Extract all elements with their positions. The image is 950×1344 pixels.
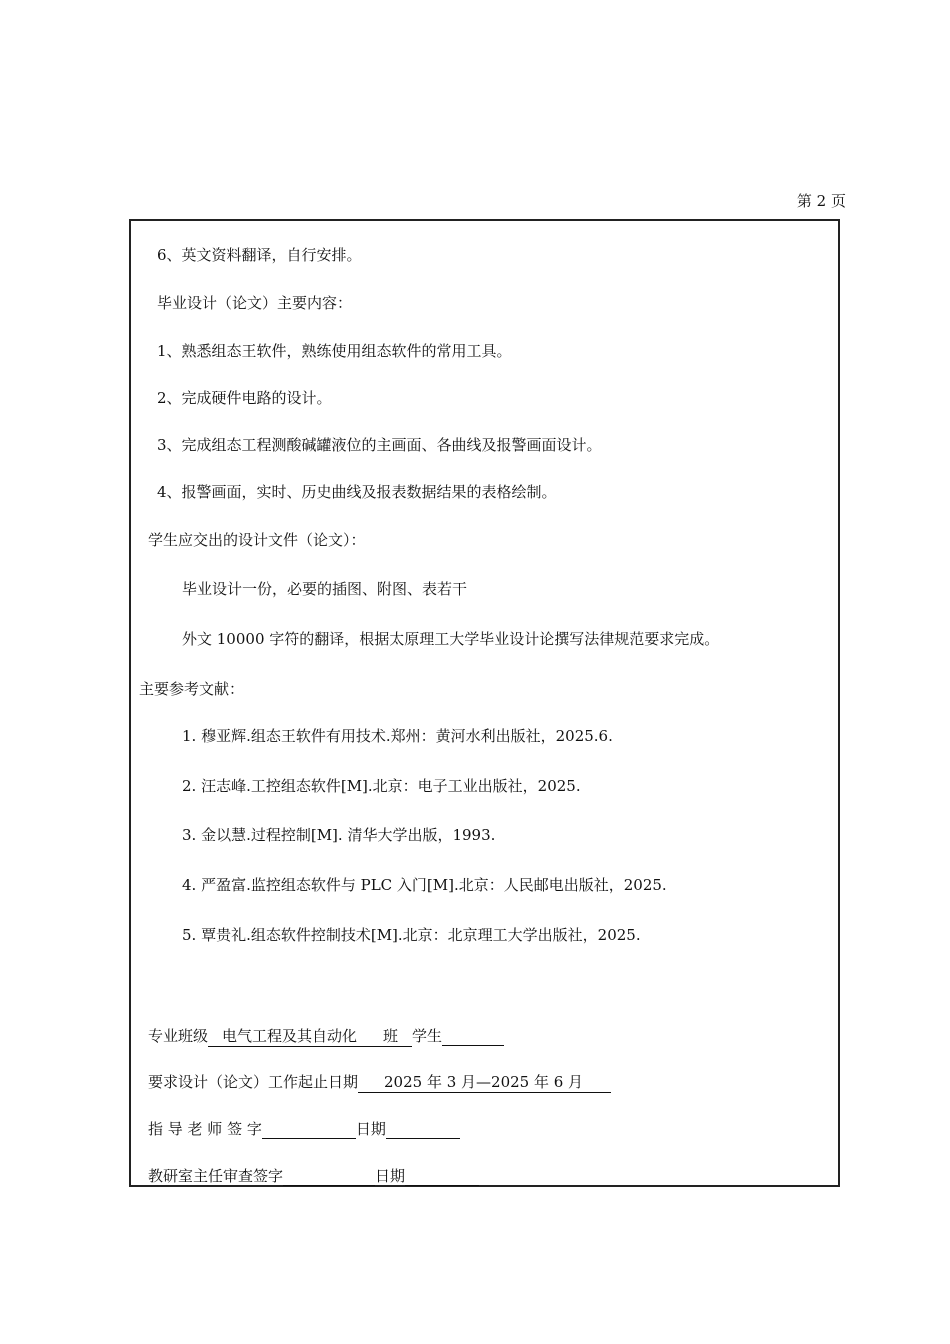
content-item-2: 2、完成硬件电路的设计。 [157, 389, 332, 407]
period-field [358, 1072, 611, 1093]
advisor-label: 指 导 老 师 签 字 [148, 1120, 262, 1138]
period-label: 要求设计（论文）工作起止日期 [148, 1073, 359, 1091]
item-translation: 6、英文资料翻译，自行安排。 [157, 246, 362, 264]
director-date-blank [405, 1167, 479, 1186]
period-value: 2025 年 3 月—2025 年 6 月 [384, 1073, 584, 1091]
main-content-heading: 毕业设计（论文）主要内容： [157, 294, 353, 312]
deliverable-1: 毕业设计一份，必要的插图、附图、表若干 [182, 580, 468, 598]
advisor-line [148, 1119, 460, 1139]
deliverables-heading: 学生应交出的设计文件（论文）： [148, 531, 366, 549]
reference-5: 5. 覃贵礼.组态软件控制技术[M].北京：北京理工大学出版社，2025. [182, 926, 641, 944]
director-signature-blank [283, 1167, 375, 1186]
period-line [148, 1072, 611, 1093]
advisor-signature-blank [262, 1120, 356, 1139]
advisor-date-label: 日期 [355, 1120, 386, 1138]
reference-4: 4. 严盈富.监控组态软件与 PLC 入门[M].北京：人民邮电出版社，2025. [182, 876, 667, 894]
class-label: 班 [383, 1027, 399, 1045]
content-item-1: 1、熟悉组态王软件，熟练使用组态软件的常用工具。 [157, 342, 512, 360]
director-line [148, 1166, 479, 1186]
director-date-label: 日期 [375, 1167, 406, 1185]
references-heading: 主要参考文献： [139, 680, 245, 698]
page-number: 第 2 页 [796, 192, 846, 210]
major-class-line [148, 1026, 504, 1047]
reference-3: 3. 金以慧.过程控制[M]. 清华大学出版，1993. [182, 826, 496, 844]
advisor-date-blank [386, 1120, 460, 1139]
reference-2: 2. 汪志峰.工控组态软件[M].北京：电子工业出版社，2025. [182, 777, 581, 795]
task-sheet-frame [129, 219, 840, 1187]
student-blank [442, 1027, 504, 1046]
content-item-3: 3、完成组态工程测酸碱罐液位的主画面、各曲线及报警画面设计。 [157, 436, 602, 454]
major-value: 电气工程及其自动化 [222, 1027, 358, 1045]
student-label: 学生 [412, 1027, 443, 1045]
deliverable-2: 外文 10000 字符的翻译，根据太原理工大学毕业设计论撰写法律规范要求完成。 [182, 630, 720, 648]
reference-1: 1. 穆亚辉.组态王软件有用技术.郑州：黄河水利出版社，2025.6. [182, 727, 613, 745]
major-label: 专业班级 [148, 1027, 209, 1045]
content-item-4: 4、报警画面，实时、历史曲线及报表数据结果的表格绘制。 [157, 483, 557, 501]
director-label: 教研室主任审查签字 [148, 1167, 284, 1185]
major-class-field [208, 1026, 412, 1047]
